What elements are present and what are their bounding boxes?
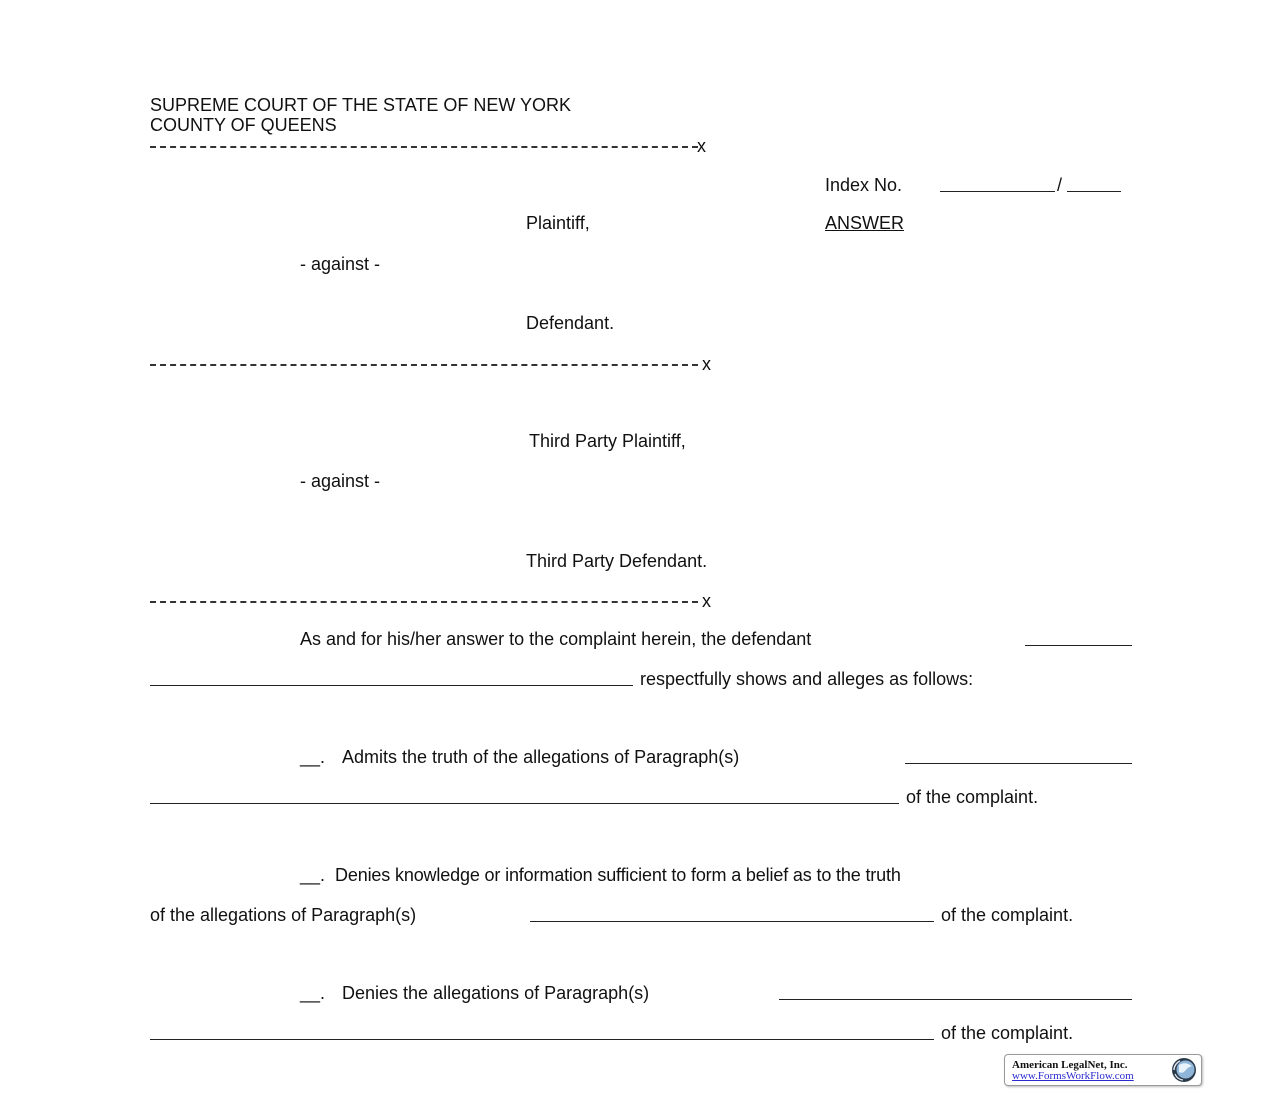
denies-knowledge-paragraphs-field[interactable]: [530, 921, 934, 922]
intro-text-line1: As and for his/her answer to the complaint herein, the defendant: [300, 629, 812, 649]
separator-x: x: [697, 136, 706, 156]
caption-separator-top: [150, 146, 698, 148]
denies-paragraphs-field-1[interactable]: [779, 999, 1132, 1000]
globe-logo-icon: [1171, 1057, 1197, 1083]
against-label: - against -: [300, 254, 381, 274]
of-complaint-text: of the complaint.: [941, 1023, 1074, 1043]
denies-knowledge-text-line2: of the allegations of Paragraph(s): [150, 905, 417, 925]
caption-separator-bottom: [150, 601, 698, 603]
separator-x: x: [702, 354, 711, 374]
plaintiff-label: Plaintiff,: [526, 213, 590, 233]
county-name: COUNTY OF QUEENS: [150, 115, 337, 135]
item-marker: __.: [300, 865, 326, 885]
index-year-field[interactable]: [1067, 191, 1121, 192]
index-slash: /: [1057, 175, 1063, 195]
third-party-defendant-label: Third Party Defendant.: [526, 551, 708, 571]
item-marker: __.: [300, 983, 326, 1003]
document-title: ANSWER: [825, 213, 905, 233]
defendant-name-field-1[interactable]: [1025, 645, 1132, 646]
separator-x: x: [702, 591, 711, 611]
admits-text: Admits the truth of the allegations of Paragraph(s): [342, 747, 740, 767]
caption-separator-middle: [150, 364, 698, 366]
company-name: American LegalNet, Inc.: [1012, 1059, 1128, 1071]
index-number-field[interactable]: [940, 191, 1055, 192]
denies-text: Denies the allegations of Paragraph(s): [342, 983, 650, 1003]
of-complaint-text: of the complaint.: [906, 787, 1039, 807]
denies-knowledge-text: Denies knowledge or information sufficient to form a belief as to the truth: [335, 865, 901, 885]
denies-paragraphs-field-2[interactable]: [150, 1039, 934, 1040]
website-link[interactable]: www.FormsWorkFlow.com: [1012, 1070, 1134, 1082]
against-label: - against -: [300, 471, 381, 491]
defendant-label: Defendant.: [526, 313, 615, 333]
admits-paragraphs-field-1[interactable]: [905, 763, 1132, 764]
of-complaint-text: of the complaint.: [941, 905, 1074, 925]
index-number-label: Index No.: [825, 175, 903, 195]
court-name: SUPREME COURT OF THE STATE OF NEW YORK: [150, 95, 572, 115]
admits-paragraphs-field-2[interactable]: [150, 803, 899, 804]
defendant-name-field-2[interactable]: [150, 685, 633, 686]
intro-text-line2: respectfully shows and alleges as follows:: [640, 669, 974, 689]
item-marker: __.: [300, 747, 326, 767]
american-legalnet-badge[interactable]: [1004, 1054, 1202, 1086]
third-party-plaintiff-label: Third Party Plaintiff,: [529, 431, 686, 451]
